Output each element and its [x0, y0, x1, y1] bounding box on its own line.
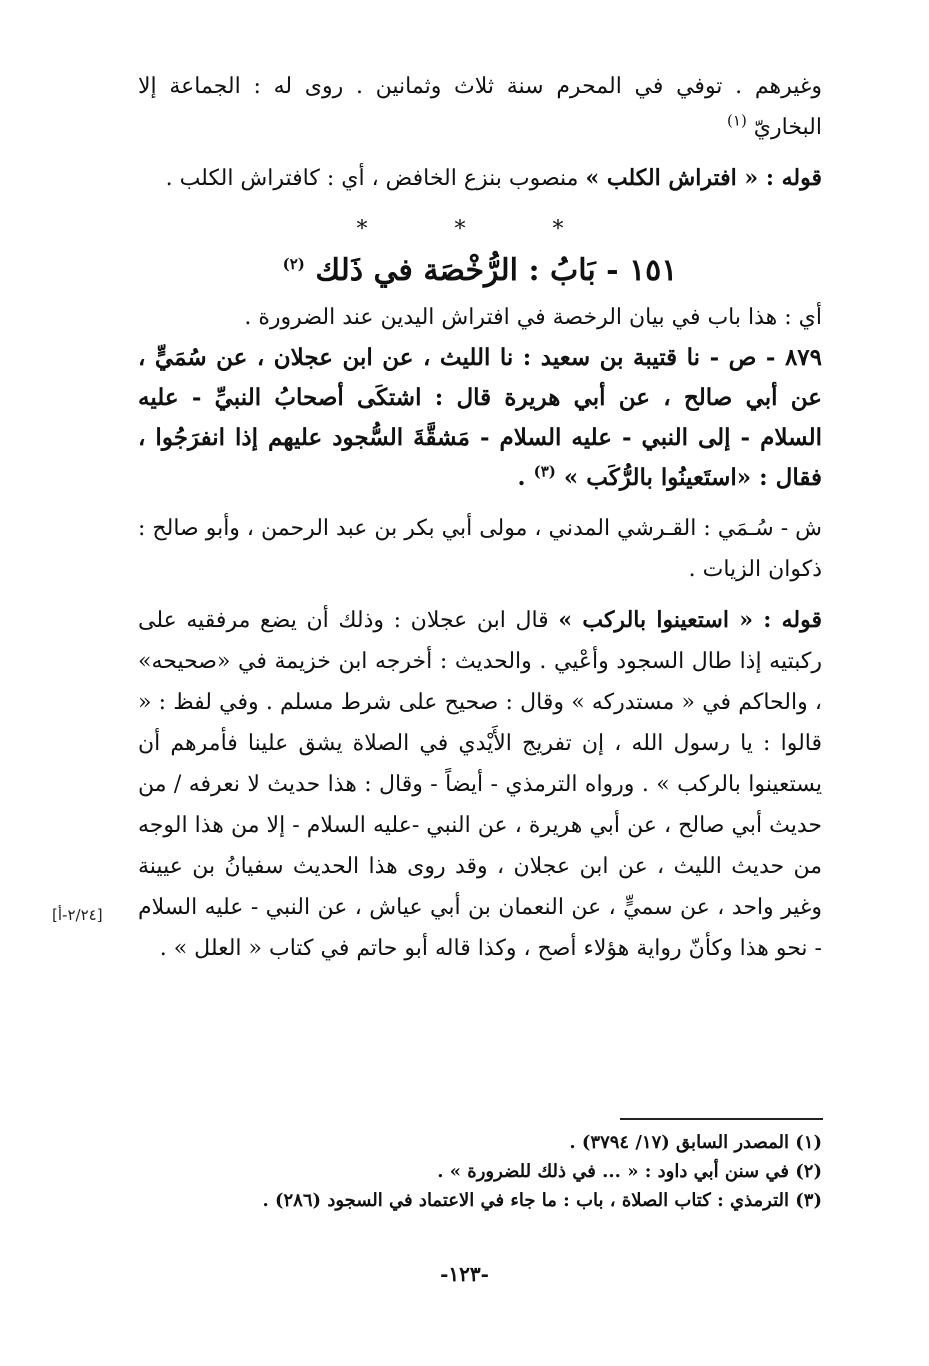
hadith-block	[138, 338, 822, 498]
sharh-paragraph: ش - سُـمَي : القـرشي المدني ، مولى أبي بكر بن عبد الرحمن ، وأبو صالح : ذكوان الزيات .	[138, 516, 822, 582]
footnote-ref-2: (٢)	[282, 255, 305, 273]
dog-posture-text: منصوب بنزع الخافض ، أي : كافتراش الكلب .	[165, 166, 579, 191]
footnote-ref-3: (٣)	[533, 462, 556, 481]
footnote-divider	[620, 1118, 823, 1120]
intro-paragraph	[138, 66, 822, 148]
chapter-title: ١٥١ - بَابُ : الرُّخْصَة في ذَلك	[315, 253, 678, 288]
footnote-2: (٢) في سنن أبي داود : « ... في ذلك للضرورة » .	[437, 1161, 822, 1182]
chapter-explanation: أي : هذا باب في بيان الرخصة في افتراش اليدين عند الضرورة .	[244, 305, 822, 330]
commentary-label: قوله : « استعينوا بالركب »	[558, 607, 823, 633]
page-body	[138, 66, 822, 969]
intro-paragraph-text: وغيرهم . توفي في المحرم سنة ثلاث وثمانين . روى له : الجماعة إلا البخاريّ	[138, 74, 822, 140]
commentary-text: قال ابن عجلان : وذلك أن يضع مرفقيه على ركبتيه إذا طال السجود وأعْيي . والحديث : أخرجه ابن خزيمة في «صحيحه» ، والحاكم في « مستدركه » وقال : صحيح على شرط مسلم . وفي لفظ : « قالوا : يا رسول الله ، إن تفريج الأَيْدي في الصلاة يشق علينا فأمرهم أن يستعينوا بالركب » . ورواه الترمذي - أيضاً - وقال : هذا حديث لا نعرفه / من حديث أبي صالح ، عن أبي هريرة ، عن النبي -عليه السلام - إلا من هذا الوجه من حديث الليث ، عن ابن عجلان ، وقد روى هذا الحديث سفيانُ بن عيينة وغير واحد ، عن سميٍّ ، عن النعمان بن أبي عياش ، عن النبي - عليه السلام - نحو هذا وكأنّ رواية هؤلاء أصح ، وكذا قاله أبو حاتم في كتاب « العلل » .	[138, 608, 822, 961]
dog-posture-label: قوله : « افتراش الكلب »	[585, 165, 822, 191]
chapter-heading	[138, 245, 822, 297]
hadith-end: .	[517, 464, 526, 491]
hadith-body: ٨٧٩ - ص - نا قتيبة بن سعيد : نا الليث ، عن ابن عجلان ، عن سُمَيٍّ ، عن أبي صالح ، عن أبي هريرة قال : اشتكَى أصحابُ النبيِّ - عليه السلام - إلى النبي - عليه السلام - مَشقَّةَ السُّجود عليهم إذا انفرَجُوا ، فقال : «استَعينُوا بالرُّكَب »	[138, 344, 822, 491]
dog-posture-paragraph	[138, 158, 822, 199]
commentary-paragraph	[138, 600, 822, 969]
footnote-1: (١) المصدر السابق (١٧/ ٣٧٩٤) .	[569, 1132, 822, 1153]
footnote-ref-1: (١)	[727, 111, 747, 130]
manuscript-folio-note: [٢/٢٤-أ]	[52, 906, 103, 924]
section-separator: * * *	[356, 217, 604, 242]
hadith-text	[138, 338, 822, 498]
footnote-3: (٣) الترمذي : كتاب الصلاة ، باب : ما جاء في الاعتماد في السجود (٢٨٦) .	[262, 1190, 822, 1211]
page-number: -١٢٣-	[440, 1262, 489, 1286]
footnotes	[138, 1128, 822, 1215]
